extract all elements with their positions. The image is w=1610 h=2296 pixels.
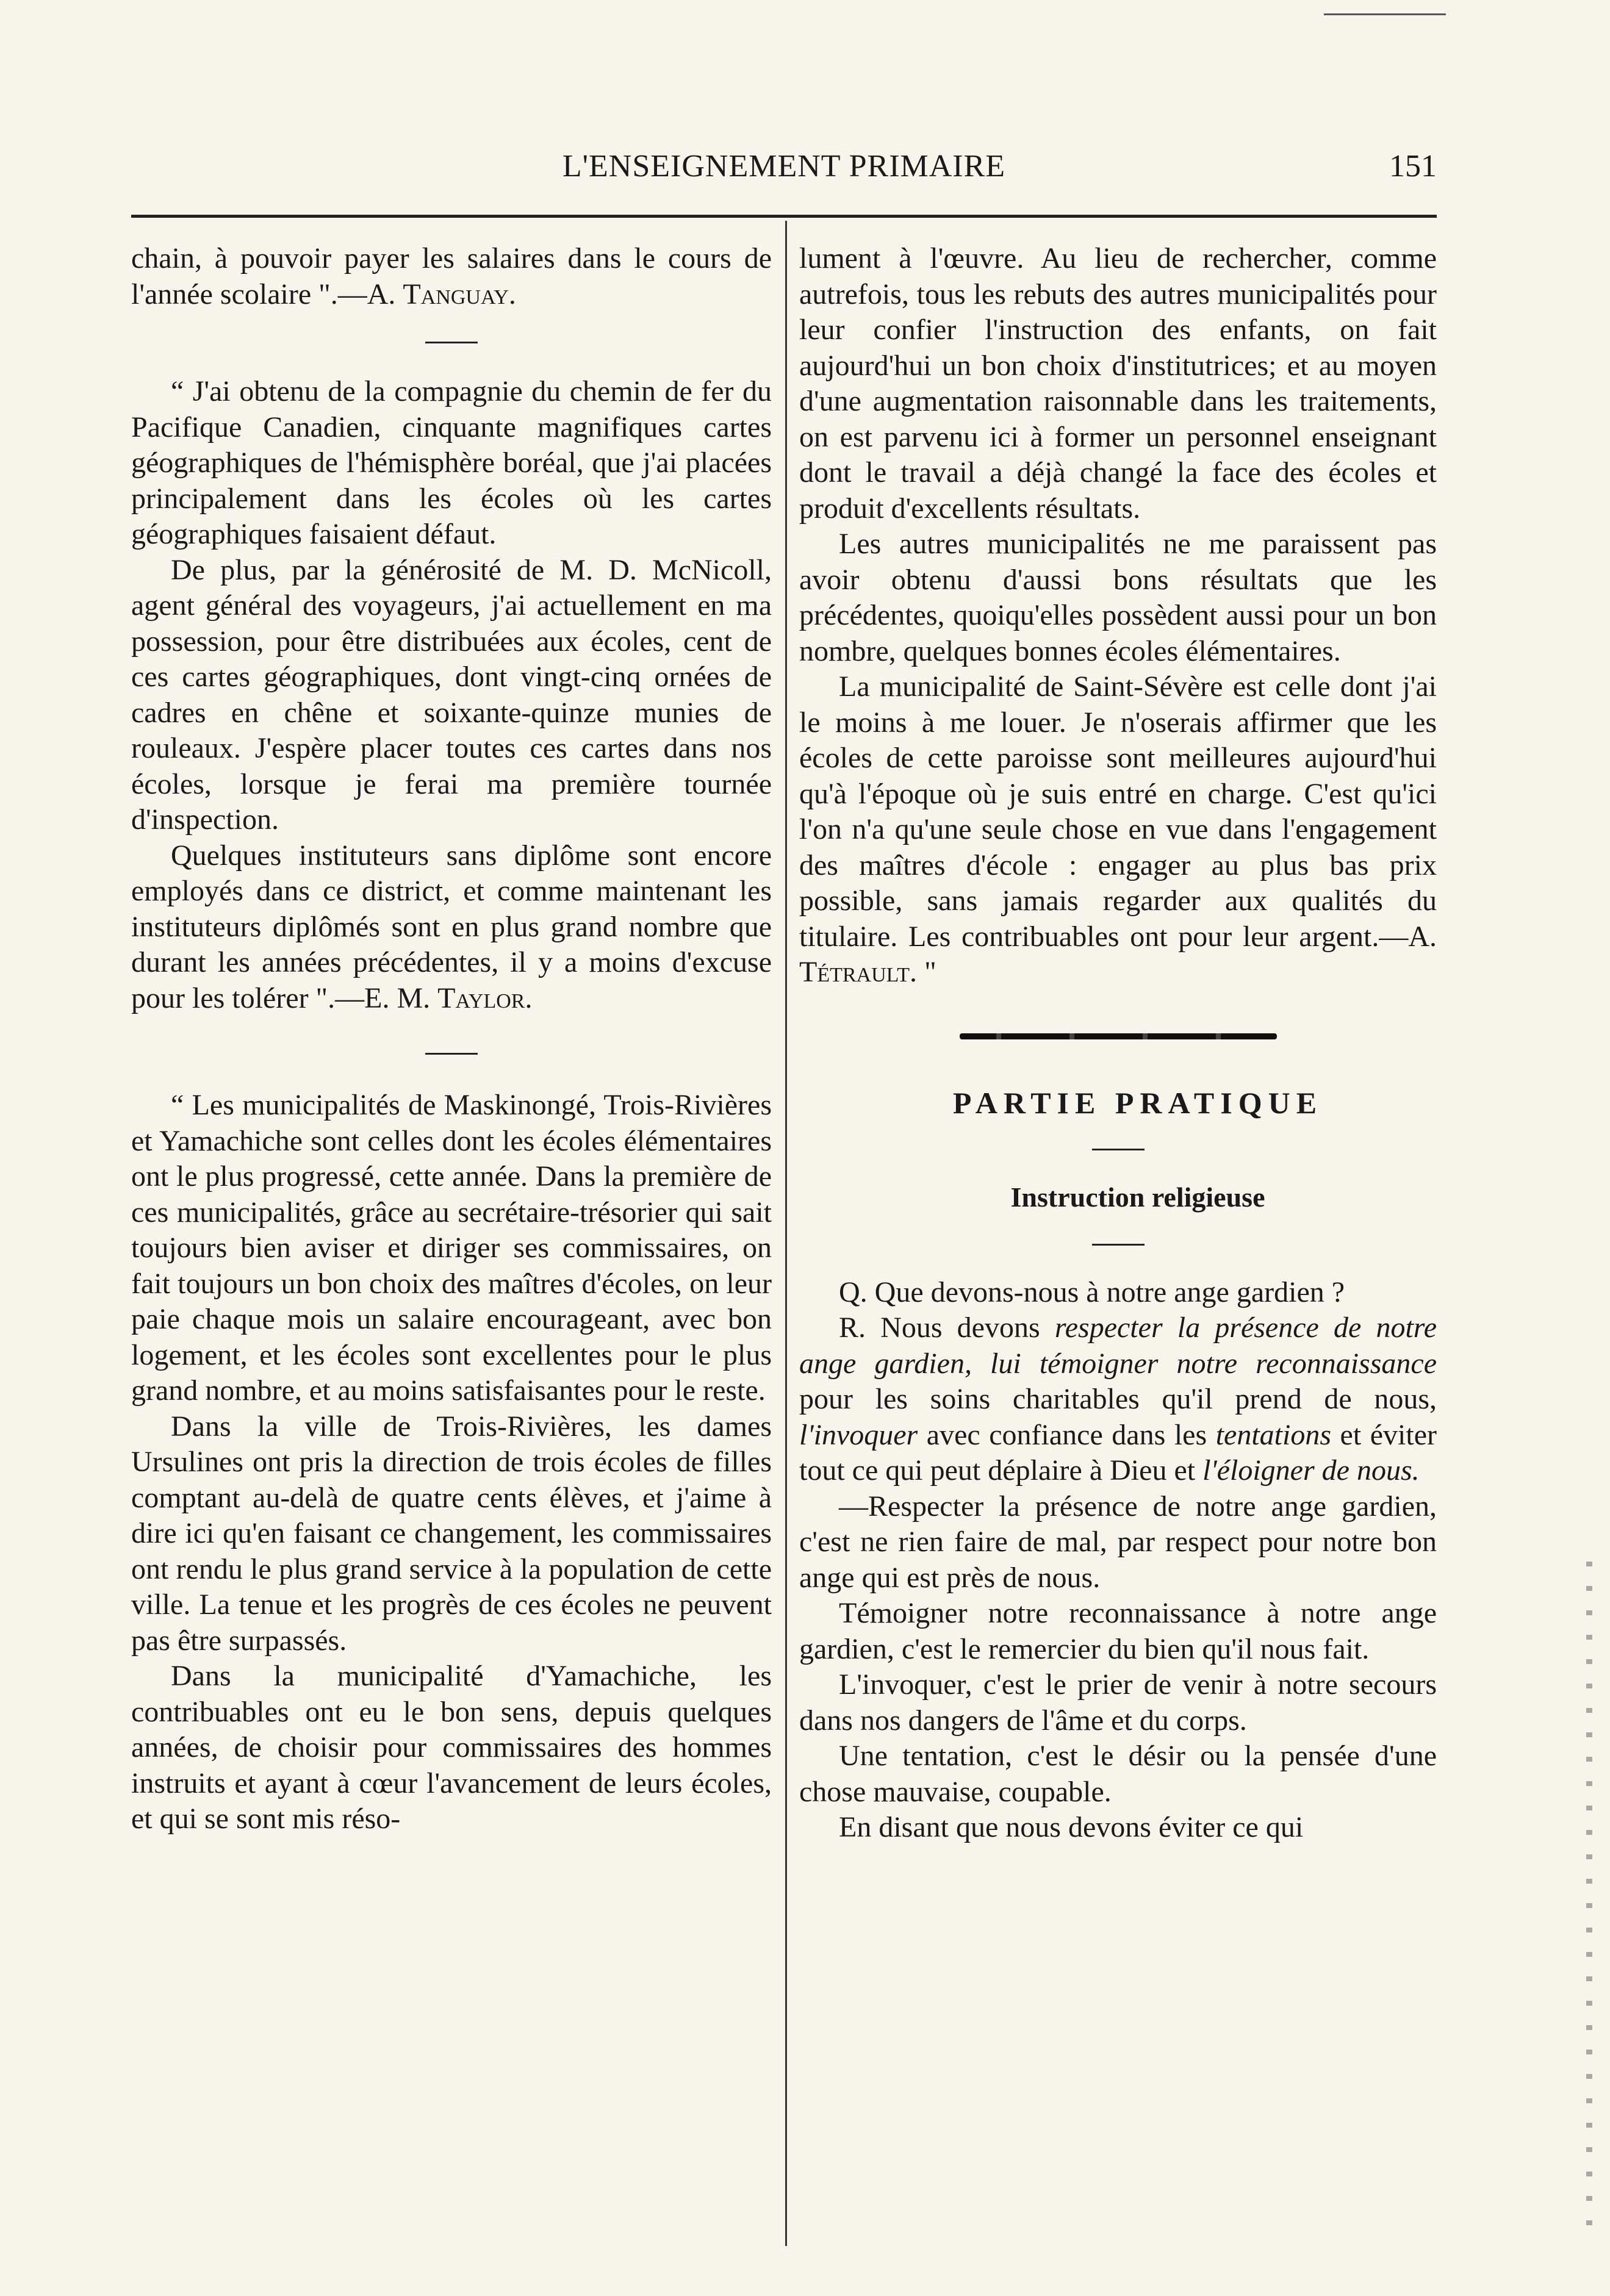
paragraph: —Respecter la présence de notre ange gardien, c'est ne rien faire de mal, par respect pour notre bon ange qui est près de nous. (799, 1490, 1437, 1594)
separator-rule (1092, 1149, 1145, 1150)
top-corner-rule (1324, 13, 1446, 15)
separator-rule (425, 1053, 478, 1055)
header-rule (131, 215, 1437, 218)
section-title: PARTIE PRATIQUE (952, 1085, 1323, 1120)
ornamental-divider (960, 1033, 1277, 1039)
paragraph: chain, à pouvoir payer les salaires dans le cours de l'année scolaire ".—A. Tanguay. (131, 242, 772, 310)
running-title: L'ENSEIGNEMENT PRIMAIRE (562, 149, 1006, 184)
paragraph: “ J'ai obtenu de la compagnie du chemin de fer du Pacifique Canadien, cinquante magnifiques cartes géographiques de l'hémisphère boréal, que j'ai placées principalement dans les écoles où les cartes géographiques faisaient défaut. (131, 375, 772, 550)
paragraph: Témoigner notre reconnaissance à notre ange gardien, c'est le remercier du bien qu'il nous fait. (799, 1597, 1437, 1665)
left-column (131, 241, 772, 1837)
separator-rule (425, 342, 478, 343)
paragraph: Dans la municipalité d'Yamachiche, les contribuables ont eu le bon sens, depuis quelques années, de choisir pour commissaires des hommes instruits et ayant à cœur l'avancement de leurs écoles, et qui se sont mis réso- (131, 1660, 772, 1835)
paragraph: Les autres municipalités ne me paraissent pas avoir obtenu d'aussi bons résultats que les précédentes, quoiqu'elles possèdent aussi pour un bon nombre, quelques bonnes écoles élémentaires. (799, 528, 1437, 667)
paragraph: En disant que nous devons éviter ce qui (839, 1811, 1304, 1843)
column-divider (785, 221, 787, 2246)
paragraph: Une tentation, c'est le désir ou la pensée d'une chose mauvaise, coupable. (799, 1740, 1437, 1808)
signature: Taylor. (437, 981, 533, 1014)
separator-rule (1092, 1244, 1145, 1246)
paragraph: “ Les municipalités de Maskinongé, Trois-Rivières et Yamachiche sont celles dont les écoles élémentaires ont le plus progressé, cette année. Dans la première de ces municipalités, grâce au secrétaire-trésorier qui sait toujours bien aviser et diriger ses commissaires, on fait toujours un bon choix des maîtres d'écoles, on leur paie chaque mois un salaire encourageant, avec bon logement, et les écoles sont excellentes pour le plus grand nombre, et au moins satisfaisantes pour le reste. (131, 1089, 772, 1407)
margin-marks (1586, 1562, 1592, 2233)
page-header (131, 143, 1437, 198)
section-subtitle: Instruction religieuse (1010, 1182, 1265, 1213)
signature: Tanguay. (403, 278, 516, 310)
signature: Tétrault. (799, 956, 918, 988)
paragraph: Quelques instituteurs sans diplôme sont encore employés dans ce district, et comme maintenant les instituteurs diplômés sont en plus grand nombre que durant les années précédentes, il y a moins d'excuse pour les tolérer ".—E. M. Taylor. (131, 839, 772, 1014)
answer: R. Nous devons respecter la présence de notre ange gardien, lui témoigner notre reconnaissance pour les soins charitables qu'il prend de nous, l'invoquer avec confiance dans les tentations et éviter tout ce qui peut déplaire à Dieu et l'éloigner de nous. (799, 1311, 1437, 1487)
paragraph: La municipalité de Saint-Sévère est celle dont j'ai le moins à me louer. Je n'oserais affirmer que les écoles de cette paroisse sont meilleures aujourd'hui qu'à l'époque où je suis entré en charge. C'est qu'ici l'on n'a qu'une seule chose en vue dans l'engagement des maîtres d'école : engager au plus bas prix possible, sans jamais regarder aux qualités du titulaire. Les contribuables ont pour leur argent.—A. Tétrault. " (799, 670, 1437, 988)
right-column (799, 241, 1437, 1846)
paragraph: lument à l'œuvre. Au lieu de rechercher, comme autrefois, tous les rebuts des autres municipalités pour leur confier l'instruction des enfants, on fait aujourd'hui un bon choix d'institutrices; et au moyen d'une augmentation raisonnable dans les traitements, on est parvenu ici à former un personnel enseignant dont le travail a déjà changé la face des écoles et produit d'excellents résultats. (799, 242, 1437, 525)
page-number: 151 (1389, 149, 1437, 184)
question: Q. Que devons-nous à notre ange gardien ? (839, 1275, 1345, 1308)
paragraph: L'invoquer, c'est le prier de venir à notre secours dans nos dangers de l'âme et du corps. (799, 1668, 1437, 1737)
paragraph: Dans la ville de Trois-Rivières, les dames Ursulines ont pris la direction de trois écoles de filles comptant au-delà de quatre cents élèves, et j'aime à dire ici qu'en faisant ce changement, les commissaires ont rendu le plus grand service à la population de cette ville. La tenue et les progrès de ces écoles ne peuvent pas être surpassés. (131, 1410, 772, 1657)
paragraph: De plus, par la générosité de M. D. McNicoll, agent général des voyageurs, j'ai actuellement en ma possession, pour être distribuées aux écoles, cent de ces cartes géographiques, dont vingt-cinq ornées de cadres en chêne et soixante-quinze munies de rouleaux. J'espère placer toutes ces cartes dans nos écoles, lorsque je ferai ma première tournée d'inspection. (131, 553, 772, 836)
